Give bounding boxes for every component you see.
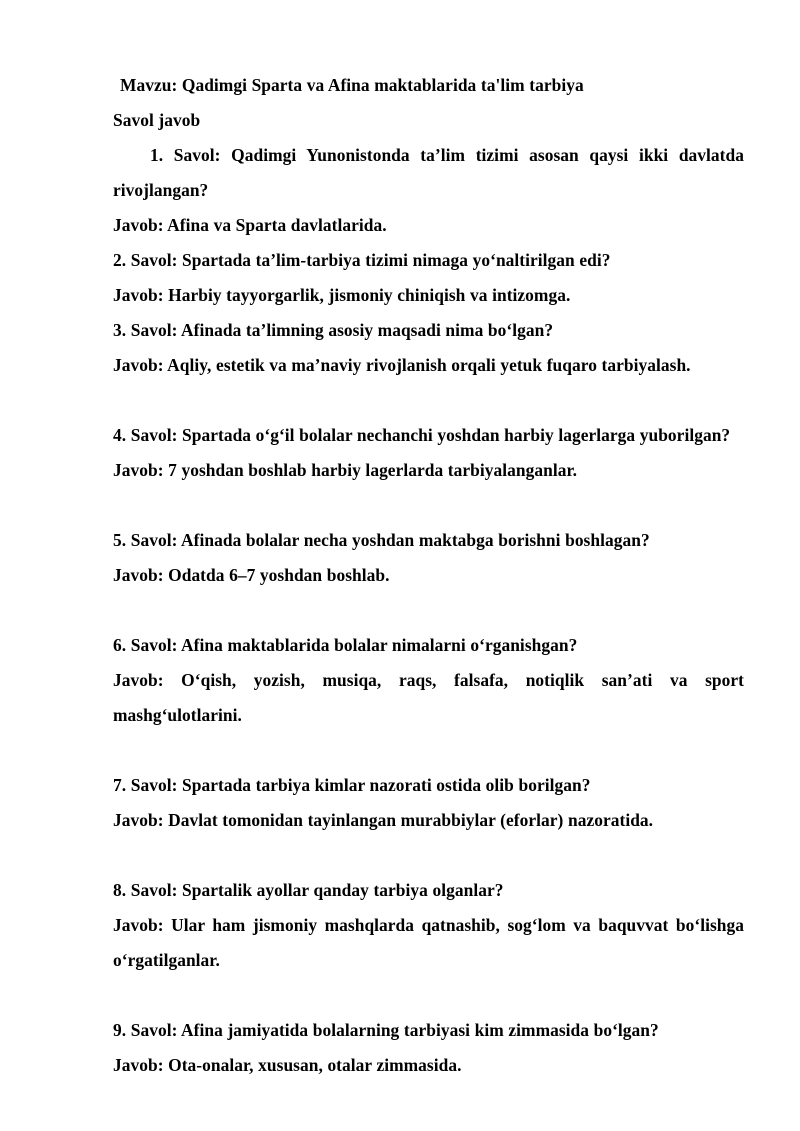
question-2: 2. Savol: Spartada ta’lim-tarbiya tizimi nimaga yo‘naltirilgan edi? [113, 250, 611, 270]
question-7: 7. Savol: Spartada tarbiya kimlar nazorati ostida olib borilgan? [113, 775, 591, 795]
paragraph-gap [113, 593, 744, 628]
answer-7: Javob: Davlat tomonidan tayinlangan murabbiylar (eforlar) nazoratida. [113, 810, 654, 830]
paragraph-gap [113, 488, 744, 523]
answer-8: Javob: Ular ham jismoniy mashqlarda qatnashib, sog‘lom va baquvvat bo‘lishga o‘rgatilganlar. [113, 915, 744, 970]
document-body [113, 68, 744, 1083]
paragraph-gap [113, 383, 744, 418]
paragraph-gap [113, 838, 744, 873]
document-subtitle: Savol javob [113, 110, 201, 130]
question-5: 5. Savol: Afinada bolalar necha yoshdan maktabga borishni boshlagan? [113, 530, 650, 550]
answer-3: Javob: Aqliy, estetik va ma’naviy rivojlanish orqali yetuk fuqaro tarbiyalash. [113, 355, 691, 375]
document-title: Mavzu: Qadimgi Sparta va Afina maktablarida ta'lim tarbiya [120, 75, 584, 95]
question-8: 8. Savol: Spartalik ayollar qanday tarbiya olganlar? [113, 880, 504, 900]
paragraph-gap [113, 733, 744, 768]
question-9: 9. Savol: Afina jamiyatida bolalarning tarbiyasi kim zimmasida bo‘lgan? [113, 1020, 659, 1040]
answer-5: Javob: Odatda 6–7 yoshdan boshlab. [113, 565, 390, 585]
answer-4: Javob: 7 yoshdan boshlab harbiy lagerlarda tarbiyalanganlar. [113, 460, 578, 480]
answer-6: Javob: O‘qish, yozish, musiqa, raqs, falsafa, notiqlik san’ati va sport mashg‘ulotlarini. [113, 670, 744, 725]
answer-2: Javob: Harbiy tayyorgarlik, jismoniy chiniqish va intizomga. [113, 285, 571, 305]
question-4: 4. Savol: Spartada o‘g‘il bolalar nechanchi yoshdan harbiy lagerlarga yuborilgan? [113, 425, 731, 445]
question-1: 1. Savol: Qadimgi Yunonistonda ta’lim tizimi asosan qaysi ikki davlatda rivojlangan? [113, 145, 744, 200]
answer-1: Javob: Afina va Sparta davlatlarida. [113, 215, 387, 235]
question-6: 6. Savol: Afina maktablarida bolalar nimalarni o‘rganishgan? [113, 635, 578, 655]
paragraph-gap [113, 978, 744, 1013]
question-3: 3. Savol: Afinada ta’limning asosiy maqsadi nima bo‘lgan? [113, 320, 554, 340]
answer-9: Javob: Ota-onalar, xususan, otalar zimmasida. [113, 1055, 462, 1075]
